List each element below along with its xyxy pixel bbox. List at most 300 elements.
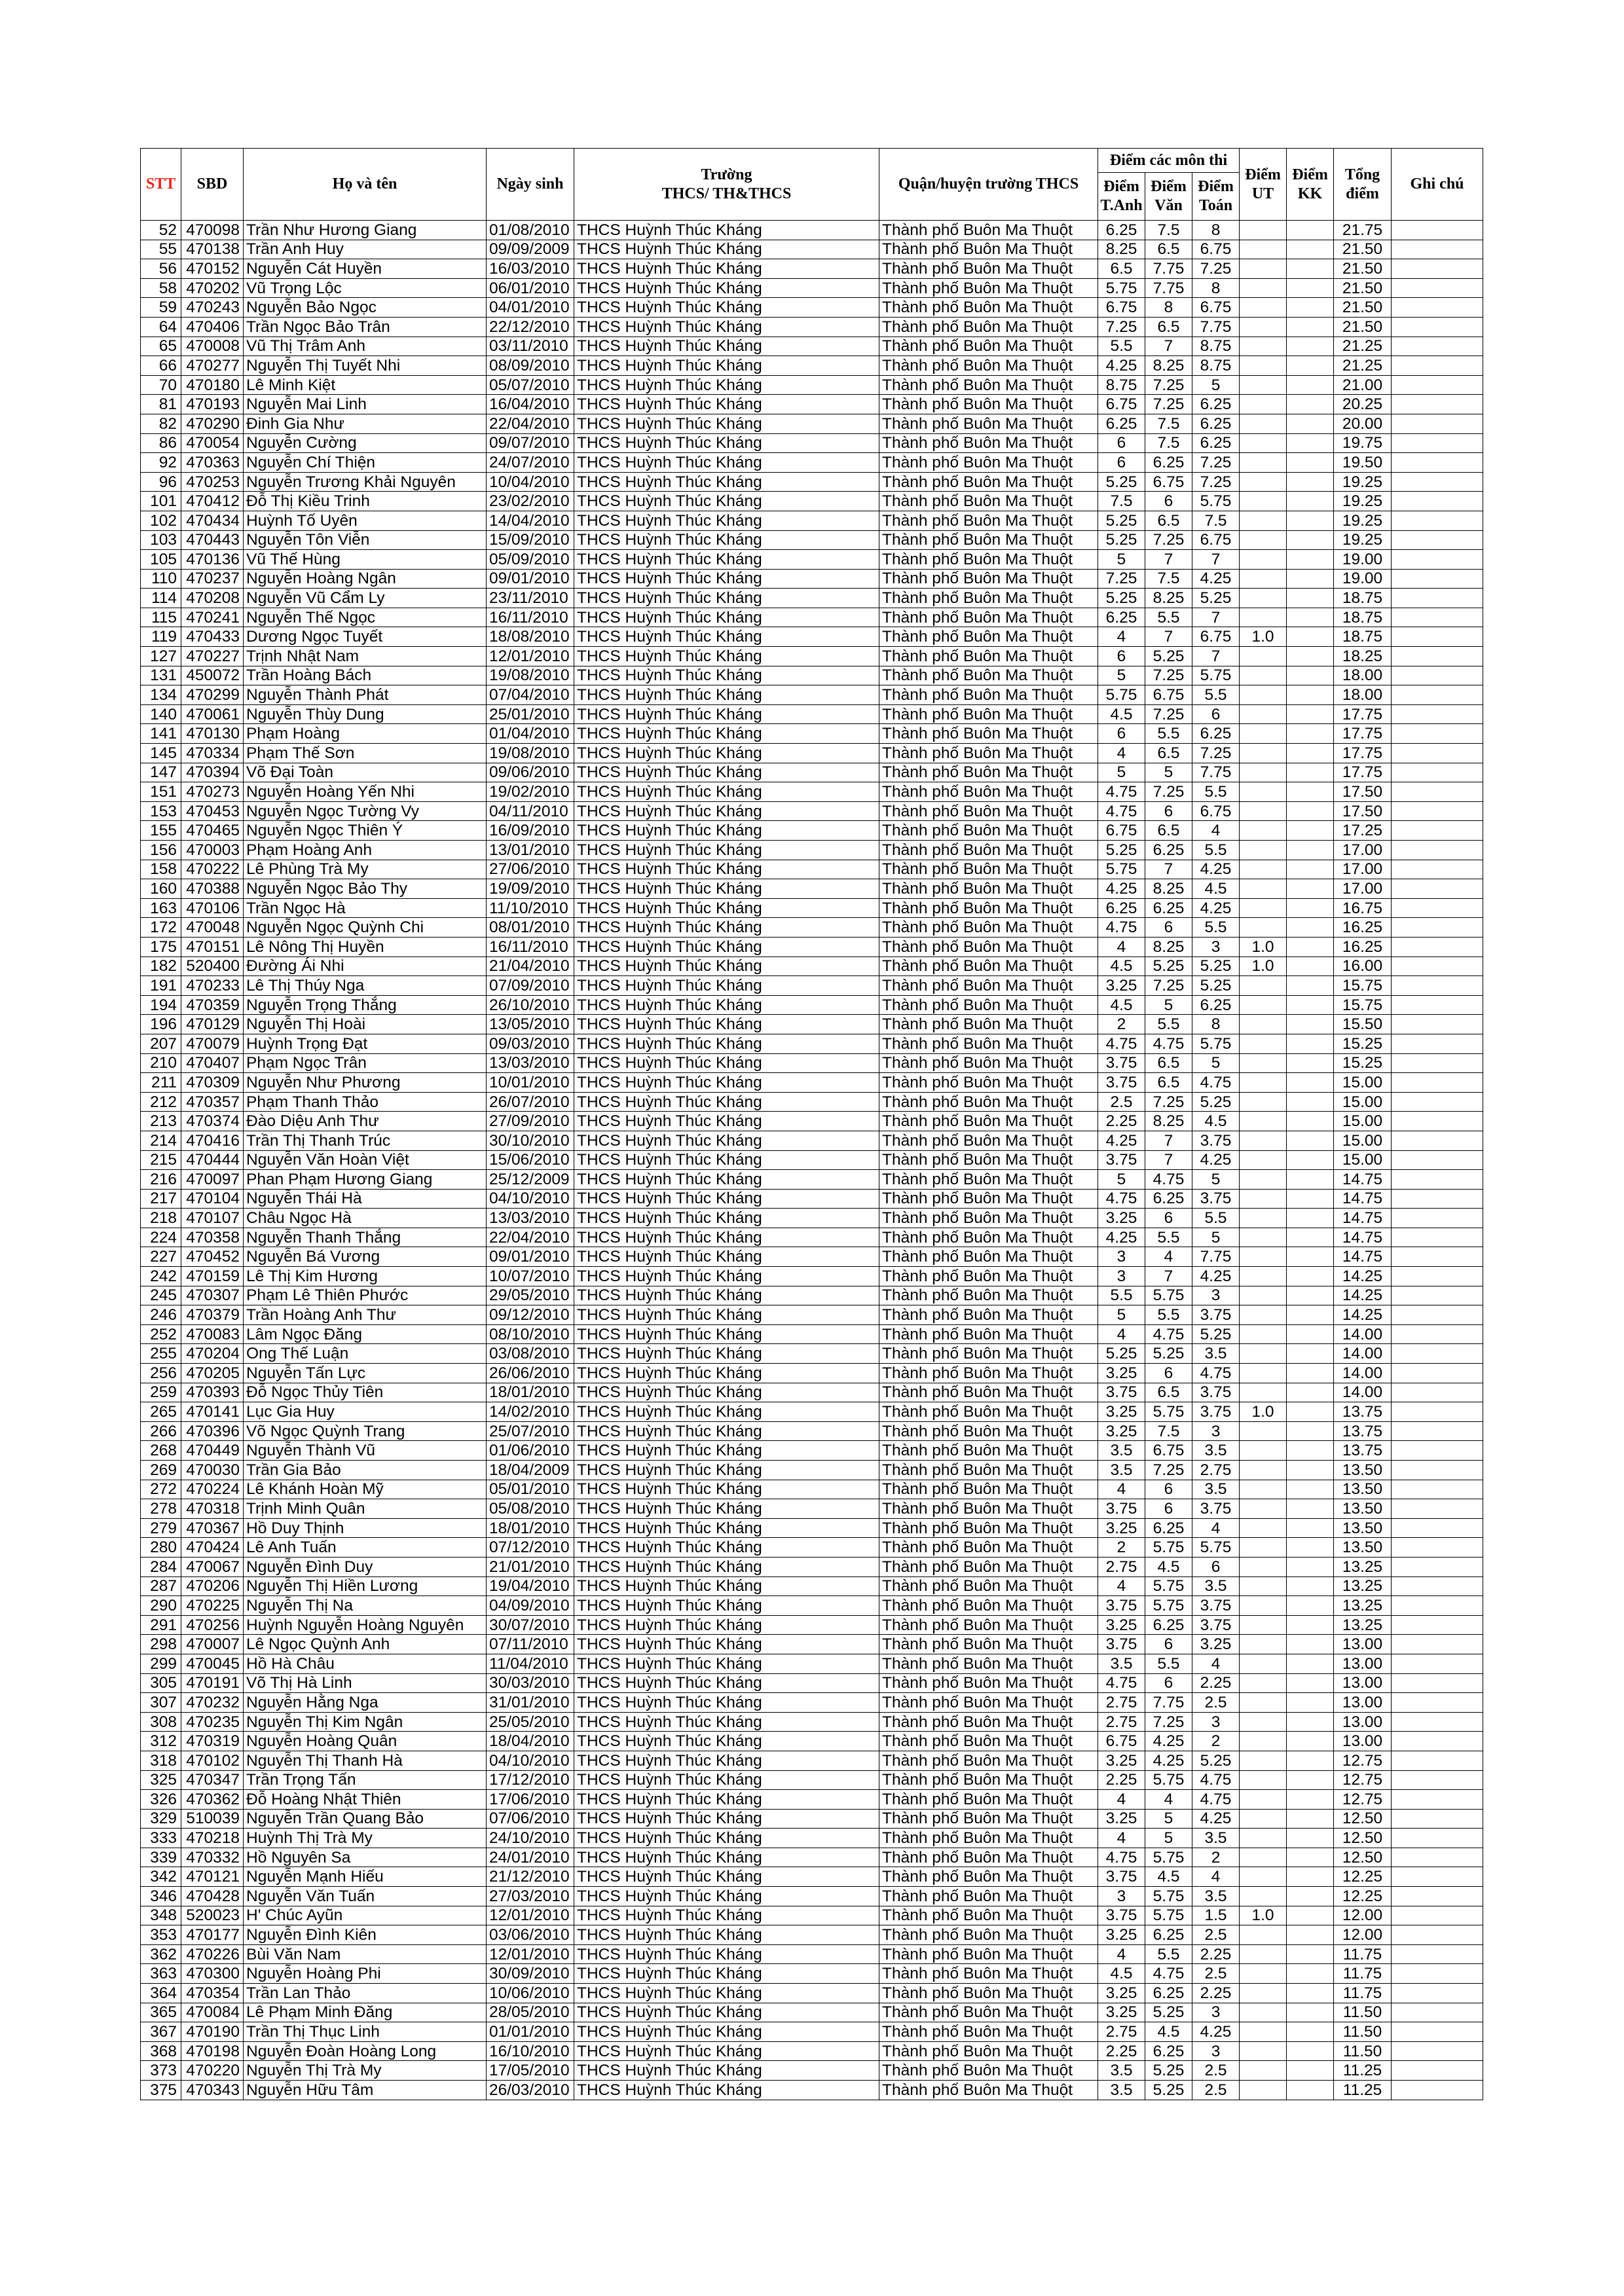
cell-literature: 6.25 — [1145, 453, 1192, 473]
cell-note — [1392, 957, 1483, 976]
cell-total: 12.00 — [1334, 1925, 1392, 1945]
cell-name: Nguyễn Như Phương — [244, 1073, 487, 1093]
cell-math: 8 — [1192, 221, 1240, 240]
cell-english: 3.25 — [1098, 1421, 1145, 1441]
cell-sbd: 470406 — [181, 317, 244, 337]
cell-total: 12.50 — [1334, 1809, 1392, 1829]
cell-ut — [1240, 1829, 1287, 1848]
cell-literature: 7 — [1145, 627, 1192, 647]
cell-sbd: 470205 — [181, 1364, 244, 1383]
cell-ut — [1240, 1635, 1287, 1654]
cell-sbd: 470177 — [181, 1925, 244, 1945]
cell-english: 6.75 — [1098, 395, 1145, 414]
cell-ut — [1240, 1673, 1287, 1693]
cell-stt: 364 — [141, 1984, 181, 2003]
cell-english: 3.25 — [1098, 1402, 1145, 1422]
cell-english: 3.25 — [1098, 1615, 1145, 1635]
cell-sbd: 470138 — [181, 240, 244, 259]
cell-district: Thành phố Buôn Ma Thuột — [879, 2061, 1098, 2081]
cell-math: 3.75 — [1192, 1305, 1240, 1325]
cell-total: 19.50 — [1334, 453, 1392, 473]
cell-note — [1392, 1538, 1483, 1558]
cell-literature: 6 — [1145, 1635, 1192, 1654]
cell-name: Nguyễn Thái Hà — [244, 1189, 487, 1209]
table-row — [141, 1015, 1483, 1034]
cell-dob: 16/04/2010 — [487, 395, 574, 414]
cell-sbd: 470003 — [181, 841, 244, 860]
cell-stt: 196 — [141, 1015, 181, 1034]
cell-name: Lê Phạm Minh Đăng — [244, 2003, 487, 2022]
cell-literature: 4.5 — [1145, 1557, 1192, 1576]
cell-dob: 26/03/2010 — [487, 2081, 574, 2100]
cell-district: Thành phố Buôn Ma Thuột — [879, 1286, 1098, 1305]
cell-ut — [1240, 1732, 1287, 1751]
cell-dob: 25/05/2010 — [487, 1712, 574, 1732]
cell-ut — [1240, 1615, 1287, 1635]
cell-district: Thành phố Buôn Ma Thuột — [879, 1383, 1098, 1402]
cell-math: 7 — [1192, 608, 1240, 627]
cell-dob: 12/01/2010 — [487, 1906, 574, 1925]
cell-stt: 105 — [141, 550, 181, 570]
cell-stt: 246 — [141, 1305, 181, 1325]
cell-name: Trần Ngọc Hà — [244, 898, 487, 918]
cell-ut — [1240, 356, 1287, 376]
cell-name: Đỗ Hoàng Nhật Thiên — [244, 1790, 487, 1810]
cell-dob: 10/01/2010 — [487, 1073, 574, 1093]
cell-name: Trần Thị Thục Linh — [244, 2022, 487, 2042]
cell-dob: 01/06/2010 — [487, 1441, 574, 1461]
cell-dob: 10/04/2010 — [487, 472, 574, 492]
cell-english: 2.5 — [1098, 1092, 1145, 1112]
cell-sbd: 470465 — [181, 821, 244, 841]
cell-ut — [1240, 704, 1287, 724]
cell-sbd: 470243 — [181, 298, 244, 318]
cell-dob: 04/09/2010 — [487, 1596, 574, 1616]
cell-literature: 6 — [1145, 1480, 1192, 1499]
cell-note — [1392, 1673, 1483, 1693]
table-row — [141, 1112, 1483, 1131]
cell-school: THCS Huỳnh Thúc Kháng — [574, 317, 879, 337]
cell-note — [1392, 1635, 1483, 1654]
table-row — [141, 1654, 1483, 1673]
cell-total: 17.75 — [1334, 704, 1392, 724]
cell-school: THCS Huỳnh Thúc Kháng — [574, 918, 879, 938]
cell-sbd: 470449 — [181, 1441, 244, 1461]
cell-kk — [1287, 1344, 1334, 1364]
cell-kk — [1287, 395, 1334, 414]
cell-english: 3.25 — [1098, 1809, 1145, 1829]
cell-math: 5.25 — [1192, 1751, 1240, 1770]
cell-kk — [1287, 1770, 1334, 1790]
cell-sbd: 470354 — [181, 1984, 244, 2003]
cell-district: Thành phố Buôn Ma Thuột — [879, 1402, 1098, 1422]
cell-ut — [1240, 1848, 1287, 1867]
cell-english: 6.25 — [1098, 898, 1145, 918]
cell-math: 5.5 — [1192, 782, 1240, 802]
cell-english: 3.75 — [1098, 1499, 1145, 1519]
cell-math: 6.25 — [1192, 414, 1240, 433]
cell-math: 4.75 — [1192, 1790, 1240, 1810]
cell-sbd: 470428 — [181, 1887, 244, 1906]
results-table — [140, 148, 1483, 2100]
cell-note — [1392, 1267, 1483, 1286]
cell-dob: 23/02/2010 — [487, 492, 574, 511]
cell-math: 2.5 — [1192, 2081, 1240, 2100]
cell-english: 3.25 — [1098, 1751, 1145, 1770]
cell-dob: 16/09/2010 — [487, 821, 574, 841]
cell-math: 2.25 — [1192, 1673, 1240, 1693]
cell-english: 7.25 — [1098, 317, 1145, 337]
cell-district: Thành phố Buôn Ma Thuột — [879, 647, 1098, 666]
cell-dob: 03/11/2010 — [487, 337, 574, 356]
cell-total: 13.50 — [1334, 1518, 1392, 1538]
cell-total: 13.25 — [1334, 1596, 1392, 1616]
cell-school: THCS Huỳnh Thúc Kháng — [574, 530, 879, 550]
table-row — [141, 1461, 1483, 1480]
cell-dob: 21/04/2010 — [487, 957, 574, 976]
cell-school: THCS Huỳnh Thúc Kháng — [574, 492, 879, 511]
cell-total: 14.25 — [1334, 1305, 1392, 1325]
cell-math: 7.25 — [1192, 472, 1240, 492]
cell-total: 13.00 — [1334, 1673, 1392, 1693]
cell-total: 14.75 — [1334, 1209, 1392, 1228]
cell-sbd: 470416 — [181, 1131, 244, 1150]
cell-stt: 217 — [141, 1189, 181, 1209]
cell-stt: 56 — [141, 259, 181, 279]
cell-name: Vũ Trọng Lộc — [244, 278, 487, 298]
table-row — [141, 1906, 1483, 1925]
table-row — [141, 1887, 1483, 1906]
cell-stt: 339 — [141, 1848, 181, 1867]
cell-school: THCS Huỳnh Thúc Kháng — [574, 589, 879, 608]
cell-dob: 03/06/2010 — [487, 1925, 574, 1945]
cell-total: 13.75 — [1334, 1441, 1392, 1461]
cell-district: Thành phố Buôn Ma Thuột — [879, 1944, 1098, 1964]
cell-name: Nguyễn Tấn Lực — [244, 1364, 487, 1383]
cell-district: Thành phố Buôn Ma Thuột — [879, 511, 1098, 530]
cell-note — [1392, 375, 1483, 395]
table-row — [141, 627, 1483, 647]
cell-total: 17.50 — [1334, 801, 1392, 821]
cell-total: 12.75 — [1334, 1790, 1392, 1810]
cell-name: Lê Nông Thị Huyền — [244, 937, 487, 957]
cell-ut — [1240, 2041, 1287, 2061]
cell-total: 20.25 — [1334, 395, 1392, 414]
cell-ut — [1240, 240, 1287, 259]
cell-sbd: 470198 — [181, 2041, 244, 2061]
cell-school: THCS Huỳnh Thúc Kháng — [574, 375, 879, 395]
cell-stt: 280 — [141, 1538, 181, 1558]
cell-name: Phạm Hoàng — [244, 724, 487, 744]
cell-name: Nguyễn Mai Linh — [244, 395, 487, 414]
cell-english: 4.75 — [1098, 782, 1145, 802]
cell-sbd: 470202 — [181, 278, 244, 298]
cell-note — [1392, 1654, 1483, 1673]
cell-school: THCS Huỳnh Thúc Kháng — [574, 1867, 879, 1887]
cell-school: THCS Huỳnh Thúc Kháng — [574, 1712, 879, 1732]
table-row — [141, 1286, 1483, 1305]
cell-english: 3.25 — [1098, 1209, 1145, 1228]
cell-stt: 255 — [141, 1344, 181, 1364]
cell-dob: 31/01/2010 — [487, 1693, 574, 1713]
cell-kk — [1287, 1034, 1334, 1053]
cell-name: Trần Hoàng Anh Thư — [244, 1305, 487, 1325]
cell-literature: 7.5 — [1145, 1421, 1192, 1441]
cell-stt: 175 — [141, 937, 181, 957]
table-row — [141, 414, 1483, 433]
cell-total: 21.50 — [1334, 278, 1392, 298]
cell-school: THCS Huỳnh Thúc Kháng — [574, 1480, 879, 1499]
table-row — [141, 1518, 1483, 1538]
table-row — [141, 1964, 1483, 1984]
cell-math: 8 — [1192, 278, 1240, 298]
cell-district: Thành phố Buôn Ma Thuột — [879, 2081, 1098, 2100]
cell-dob: 18/01/2010 — [487, 1518, 574, 1538]
cell-note — [1392, 1324, 1483, 1344]
cell-literature: 4 — [1145, 1247, 1192, 1267]
cell-literature: 6.5 — [1145, 1053, 1192, 1073]
cell-ut — [1240, 1538, 1287, 1558]
cell-dob: 04/10/2010 — [487, 1189, 574, 1209]
cell-note — [1392, 2022, 1483, 2042]
cell-literature: 5.75 — [1145, 1596, 1192, 1616]
cell-dob: 07/11/2010 — [487, 1635, 574, 1654]
cell-dob: 27/09/2010 — [487, 1112, 574, 1131]
cell-kk — [1287, 976, 1334, 996]
cell-name: Nguyễn Ngọc Thiên Ý — [244, 821, 487, 841]
cell-math: 4.25 — [1192, 2022, 1240, 2042]
cell-name: Vũ Thế Hùng — [244, 550, 487, 570]
table-row — [141, 453, 1483, 473]
cell-school: THCS Huỳnh Thúc Kháng — [574, 1247, 879, 1267]
cell-literature: 6 — [1145, 1673, 1192, 1693]
table-row — [141, 1499, 1483, 1519]
table-row — [141, 492, 1483, 511]
cell-district: Thành phố Buôn Ma Thuột — [879, 976, 1098, 996]
table-row — [141, 1073, 1483, 1093]
table-row — [141, 937, 1483, 957]
cell-dob: 18/04/2009 — [487, 1461, 574, 1480]
cell-district: Thành phố Buôn Ma Thuột — [879, 801, 1098, 821]
cell-stt: 102 — [141, 511, 181, 530]
cell-literature: 7.5 — [1145, 221, 1192, 240]
cell-note — [1392, 995, 1483, 1015]
cell-literature: 5.75 — [1145, 1906, 1192, 1925]
cell-district: Thành phố Buôn Ma Thuột — [879, 1790, 1098, 1810]
cell-dob: 13/01/2010 — [487, 841, 574, 860]
cell-note — [1392, 1693, 1483, 1713]
cell-ut — [1240, 1189, 1287, 1209]
cell-total: 14.00 — [1334, 1364, 1392, 1383]
cell-kk — [1287, 724, 1334, 744]
table-row — [141, 1228, 1483, 1247]
cell-literature: 8 — [1145, 298, 1192, 318]
cell-name: Nguyễn Ngọc Bảo Thy — [244, 879, 487, 899]
table-row — [141, 1364, 1483, 1383]
cell-stt: 365 — [141, 2003, 181, 2022]
cell-english: 4.75 — [1098, 1848, 1145, 1867]
cell-english: 3.25 — [1098, 1984, 1145, 2003]
cell-note — [1392, 1131, 1483, 1150]
cell-district: Thành phố Buôn Ma Thuột — [879, 918, 1098, 938]
cell-total: 21.25 — [1334, 356, 1392, 376]
cell-district: Thành phố Buôn Ma Thuột — [879, 2022, 1098, 2042]
cell-dob: 11/04/2010 — [487, 1654, 574, 1673]
cell-district: Thành phố Buôn Ma Thuột — [879, 2003, 1098, 2022]
cell-english: 4 — [1098, 1944, 1145, 1964]
cell-stt: 96 — [141, 472, 181, 492]
cell-note — [1392, 1576, 1483, 1596]
cell-district: Thành phố Buôn Ma Thuột — [879, 1538, 1098, 1558]
cell-sbd: 510039 — [181, 1809, 244, 1829]
cell-name: Phạm Thanh Thảo — [244, 1092, 487, 1112]
cell-school: THCS Huỳnh Thúc Kháng — [574, 221, 879, 240]
cell-math: 2 — [1192, 1732, 1240, 1751]
cell-name: Nguyễn Cường — [244, 433, 487, 453]
cell-ut — [1240, 782, 1287, 802]
cell-english: 4 — [1098, 744, 1145, 763]
cell-name: Võ Thị Hà Linh — [244, 1673, 487, 1693]
cell-dob: 16/11/2010 — [487, 608, 574, 627]
cell-name: Huỳnh Tố Uyên — [244, 511, 487, 530]
header-school-line2: THCS/ TH&THCS — [661, 185, 792, 202]
cell-sbd: 470253 — [181, 472, 244, 492]
cell-math: 4.25 — [1192, 898, 1240, 918]
cell-note — [1392, 898, 1483, 918]
cell-school: THCS Huỳnh Thúc Kháng — [574, 1615, 879, 1635]
cell-kk — [1287, 1364, 1334, 1383]
cell-district: Thành phố Buôn Ma Thuột — [879, 472, 1098, 492]
cell-total: 15.25 — [1334, 1034, 1392, 1053]
cell-english: 5.5 — [1098, 337, 1145, 356]
cell-sbd: 470129 — [181, 1015, 244, 1034]
cell-dob: 24/07/2010 — [487, 453, 574, 473]
cell-total: 16.25 — [1334, 937, 1392, 957]
cell-stt: 333 — [141, 1829, 181, 1848]
cell-name: Nguyễn Thị Na — [244, 1596, 487, 1616]
cell-literature: 7.5 — [1145, 433, 1192, 453]
cell-district: Thành phố Buôn Ma Thuột — [879, 569, 1098, 589]
table-row — [141, 1170, 1483, 1190]
cell-literature: 4.25 — [1145, 1751, 1192, 1770]
cell-ut — [1240, 1034, 1287, 1053]
cell-sbd: 470098 — [181, 221, 244, 240]
cell-stt: 305 — [141, 1673, 181, 1693]
cell-dob: 05/08/2010 — [487, 1499, 574, 1519]
cell-district: Thành phố Buôn Ma Thuột — [879, 1267, 1098, 1286]
cell-district: Thành phố Buôn Ma Thuột — [879, 782, 1098, 802]
cell-literature: 6 — [1145, 1209, 1192, 1228]
cell-district: Thành phố Buôn Ma Thuột — [879, 763, 1098, 782]
cell-english: 5.75 — [1098, 860, 1145, 879]
cell-ut — [1240, 2003, 1287, 2022]
cell-kk — [1287, 704, 1334, 724]
cell-district: Thành phố Buôn Ma Thuột — [879, 492, 1098, 511]
table-row — [141, 763, 1483, 782]
cell-sbd: 470363 — [181, 453, 244, 473]
cell-math: 6.25 — [1192, 995, 1240, 1015]
cell-ut — [1240, 1073, 1287, 1093]
cell-dob: 09/01/2010 — [487, 1247, 574, 1267]
cell-note — [1392, 879, 1483, 899]
cell-district: Thành phố Buôn Ma Thuột — [879, 1518, 1098, 1538]
cell-sbd: 470204 — [181, 1344, 244, 1364]
cell-sbd: 470347 — [181, 1770, 244, 1790]
cell-kk — [1287, 1887, 1334, 1906]
table-row — [141, 860, 1483, 879]
cell-literature: 6 — [1145, 1499, 1192, 1519]
cell-sbd: 470048 — [181, 918, 244, 938]
cell-math: 6.25 — [1192, 395, 1240, 414]
cell-literature: 5.5 — [1145, 1228, 1192, 1247]
cell-sbd: 470030 — [181, 1461, 244, 1480]
cell-math: 3.5 — [1192, 1480, 1240, 1499]
cell-sbd: 470367 — [181, 1518, 244, 1538]
cell-total: 13.25 — [1334, 1576, 1392, 1596]
cell-sbd: 470233 — [181, 976, 244, 996]
cell-note — [1392, 918, 1483, 938]
table-row — [141, 511, 1483, 530]
cell-kk — [1287, 589, 1334, 608]
cell-district: Thành phố Buôn Ma Thuột — [879, 414, 1098, 433]
cell-english: 2.75 — [1098, 1712, 1145, 1732]
cell-total: 15.00 — [1334, 1112, 1392, 1131]
cell-english: 4.25 — [1098, 879, 1145, 899]
cell-stt: 318 — [141, 1751, 181, 1770]
cell-district: Thành phố Buôn Ma Thuột — [879, 1150, 1098, 1170]
cell-note — [1392, 821, 1483, 841]
cell-district: Thành phố Buôn Ma Thuột — [879, 879, 1098, 899]
table-row — [141, 1557, 1483, 1576]
cell-name: Huỳnh Thị Trà My — [244, 1829, 487, 1848]
cell-name: Đỗ Ngọc Thủy Tiên — [244, 1383, 487, 1402]
cell-note — [1392, 1596, 1483, 1616]
header-note: Ghi chú — [1392, 149, 1483, 221]
cell-dob: 13/03/2010 — [487, 1209, 574, 1228]
cell-stt: 348 — [141, 1906, 181, 1925]
table-row — [141, 1267, 1483, 1286]
cell-english: 4 — [1098, 627, 1145, 647]
cell-name: Lê Thị Kim Hương — [244, 1267, 487, 1286]
cell-district: Thành phố Buôn Ma Thuột — [879, 1809, 1098, 1829]
cell-total: 16.75 — [1334, 898, 1392, 918]
cell-note — [1392, 259, 1483, 279]
cell-math: 2 — [1192, 1848, 1240, 1867]
cell-kk — [1287, 2081, 1334, 2100]
header-scores-group: Điểm các môn thi — [1098, 149, 1240, 173]
cell-sbd: 470218 — [181, 1829, 244, 1848]
cell-kk — [1287, 569, 1334, 589]
cell-dob: 27/06/2010 — [487, 860, 574, 879]
cell-dob: 05/09/2010 — [487, 550, 574, 570]
cell-english: 5.75 — [1098, 685, 1145, 705]
cell-total: 14.00 — [1334, 1383, 1392, 1402]
cell-kk — [1287, 492, 1334, 511]
cell-stt: 373 — [141, 2061, 181, 2081]
cell-ut — [1240, 898, 1287, 918]
cell-school: THCS Huỳnh Thúc Kháng — [574, 782, 879, 802]
cell-note — [1392, 1790, 1483, 1810]
cell-district: Thành phố Buôn Ma Thuột — [879, 1712, 1098, 1732]
cell-name: Huỳnh Nguyễn Hoàng Nguyên — [244, 1615, 487, 1635]
cell-stt: 268 — [141, 1441, 181, 1461]
cell-note — [1392, 1209, 1483, 1228]
cell-kk — [1287, 1499, 1334, 1519]
cell-math: 4 — [1192, 1654, 1240, 1673]
cell-kk — [1287, 1557, 1334, 1576]
cell-kk — [1287, 356, 1334, 376]
cell-kk — [1287, 1790, 1334, 1810]
